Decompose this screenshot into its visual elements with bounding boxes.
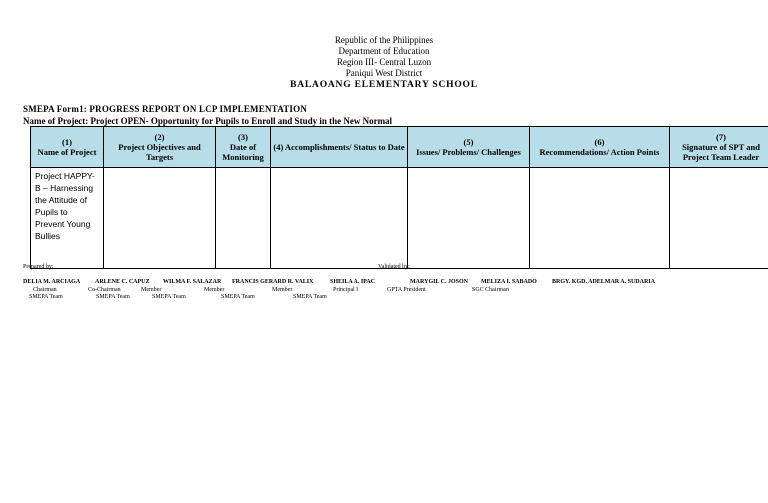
column-header: (2) Project Objectives and Targets (104, 127, 216, 168)
school-name: BALAOANG ELEMENTARY SCHOOL (290, 80, 478, 90)
table-cell (530, 168, 670, 269)
table-row (31, 168, 768, 269)
table-cell (104, 168, 216, 269)
signatory-role: Chairman (33, 287, 57, 293)
table-cell (408, 168, 530, 269)
document-header (0, 35, 768, 91)
header-line: Region III- Central Luzon (336, 57, 432, 67)
signatory-role: GPTA President (387, 287, 426, 293)
column-header: (6) Recommendations/ Action Points (530, 127, 670, 168)
column-header: (3) Date of Monitoring (216, 127, 271, 168)
prepared-by-label: Prepared by: (23, 264, 54, 270)
signatory-name: FRANCIS GERARD R. VALIX (232, 279, 314, 285)
signatory-name: BRGY. KGD. ADELMAR A. SUDARIA (552, 279, 655, 285)
table-cell (670, 168, 768, 269)
header-line: Department of Education (338, 46, 430, 56)
signatory-name: DELIA M. ARCIAGA (23, 279, 81, 285)
signatory-role: Principal I (333, 287, 359, 293)
project-name: Name of Project: Project OPEN- Opportunity for Pupils to Enroll and Study in the New Normal (23, 116, 393, 126)
header-line: Paniqui West District (345, 68, 423, 78)
signatory-role: Member (204, 287, 225, 293)
column-header: (1) Name of Project (31, 127, 104, 168)
signatory-role: Member (272, 287, 293, 293)
signatory-name: SHEILA A. IPAC (330, 279, 376, 285)
signatory-role: Member (141, 287, 162, 293)
column-header: (4) Accomplishments/ Status to Date (271, 127, 408, 168)
signatory-team: SMEPA Team (152, 294, 186, 300)
table-cell (271, 168, 408, 269)
signatory-name: ARLENE C. CAPUZ (95, 279, 150, 285)
signatory-team: SMEPA Team (29, 294, 63, 300)
signatory-team: SMEPA Team (96, 294, 130, 300)
table-header-row (31, 127, 768, 168)
table-cell (216, 168, 271, 269)
progress-report-table (30, 126, 768, 269)
column-header: (5) Issues/ Problems/ Challenges (408, 127, 530, 168)
column-header: (7) Signature of SPT and Project Team Leader (670, 127, 768, 168)
signatory-team: SMEPA Team (293, 294, 327, 300)
header-line: Republic of the Philippines (334, 35, 434, 45)
signatory-role: Co-Chairman (88, 287, 121, 293)
signatory-role: SGC Chairman (472, 287, 509, 293)
signatory-name: MELIZA I. SABADO (481, 279, 537, 285)
signatory-name: MARYGIL C. JOSON (410, 279, 468, 285)
table-cell: Project HAPPY-B – Harnessing the Attitude of Pupils to Prevent Young Bullies (31, 168, 104, 269)
signatory-team: SMEPA Team (221, 294, 255, 300)
form-title: SMEPA Form1: PROGRESS REPORT ON LCP IMPLEMENTATION (23, 104, 308, 114)
signatory-name: WILMA F. SALAZAR (163, 279, 222, 285)
validated-by-label: Validated by: (378, 264, 410, 270)
